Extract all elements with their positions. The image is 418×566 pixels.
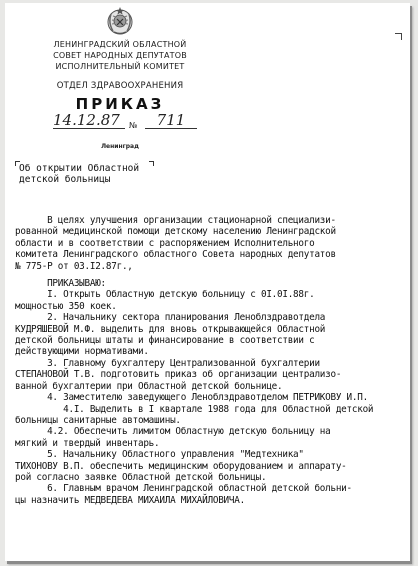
body-line: 4.2. Обеспечить лимитом Областную детскую больницу на [15, 426, 331, 438]
order-date: 14.12.87 [53, 113, 125, 129]
body-line: ванной бухгалтерии при Областной детской больнице. [15, 380, 283, 392]
intro-paragraph [15, 215, 405, 272]
city-name: Ленинград [101, 143, 139, 150]
body-line: действующими нормативами. [15, 346, 149, 358]
subject-line: Об открытии Областной [19, 163, 140, 174]
body-line: 5. Начальнику Областного управления "Медтехника" [15, 449, 304, 461]
body-line: I. Открыть Областную детскую больницу с 0I.0I.88г. [15, 289, 315, 301]
header-line-3: ИСПОЛНИТЕЛЬНЫЙ КОМИТЕТ [55, 62, 185, 71]
order-item-3 [15, 358, 405, 392]
order-item-4 [15, 392, 405, 426]
body-line: СТЕПАНОВОЙ Т.В. подготовить приказ об организации централизо- [15, 369, 342, 381]
order-item-6 [15, 483, 405, 506]
order-body [15, 215, 405, 506]
body-line: В целях улучшения организации стационарной специализи- [15, 215, 336, 226]
coat-of-arms-icon [104, 5, 136, 37]
order-item-2 [15, 312, 405, 358]
body-line: цы назначить МЕДВЕДЕВА МИХАИЛА МИХАЙЛОВИЧА. [15, 494, 245, 506]
body-line: 2. Начальнику сектора планирования Леноблздравотдела [15, 312, 326, 324]
order-number: 711 [145, 113, 197, 129]
order-item-4-2 [15, 426, 405, 449]
body-line: мягкий и твердый инвентарь. [15, 437, 160, 449]
subject-bracket-right [149, 161, 154, 166]
subject-line: детской больницы [19, 174, 111, 185]
order-item-1 [15, 289, 405, 312]
department-name: ОТДЕЛ ЗДРАВООХРАНЕНИЯ [56, 81, 184, 91]
body-line: 3. Главному бухгалтеру Централизованной бухгалтерии [15, 357, 320, 369]
header-line-1: ЛЕНИНГРАДСКИЙ ОБЛАСТНОЙ [53, 40, 187, 49]
order-title: ПРИКАЗ [75, 95, 165, 113]
body-line: рованной медицинской помощи детскому населению Ленинградской [15, 226, 336, 238]
body-line: 4.I. Выделить в I квартале 1988 года для Областной детской [15, 403, 374, 415]
body-line: мощностью 350 коек. [15, 300, 117, 312]
body-line: детской больницы штаты и финансирование в соответствии с [15, 335, 315, 347]
body-line: 4. Заместителю заведующего Леноблздравотделом ПЕТРИКОВУ И.П. [15, 392, 368, 404]
corner-mark [395, 33, 402, 40]
body-line: больницы санитарные автомашины. [15, 414, 181, 426]
body-line: области и в соответствии с распоряжением Исполнительного [15, 237, 315, 249]
number-sign: № [129, 121, 138, 130]
command-word: ПРИКАЗЫВАЮ: [15, 278, 106, 290]
order-item-5 [15, 449, 405, 483]
body-line: рой согласно заявке Областной детской больницы. [15, 471, 267, 483]
body-line: № 775-Р от 03.I2.87г., [15, 260, 133, 272]
subject-block [19, 163, 149, 185]
body-line: 6. Главным врачом Ленинградской областной детской больни- [15, 483, 352, 495]
header-line-2: СОВЕТ НАРОДНЫХ ДЕПУТАТОВ [53, 51, 187, 60]
body-line: КУДРЯШЕВОЙ М.Ф. выделить для вновь открывающейся Областной [15, 323, 326, 335]
body-line: ТИХОНОВУ В.П. обеспечить медицинским оборудованием и аппарату- [15, 460, 347, 472]
body-line: комитета Ленинградского областного Совета народных депутатов [15, 249, 336, 261]
document-sheet [5, 3, 410, 561]
